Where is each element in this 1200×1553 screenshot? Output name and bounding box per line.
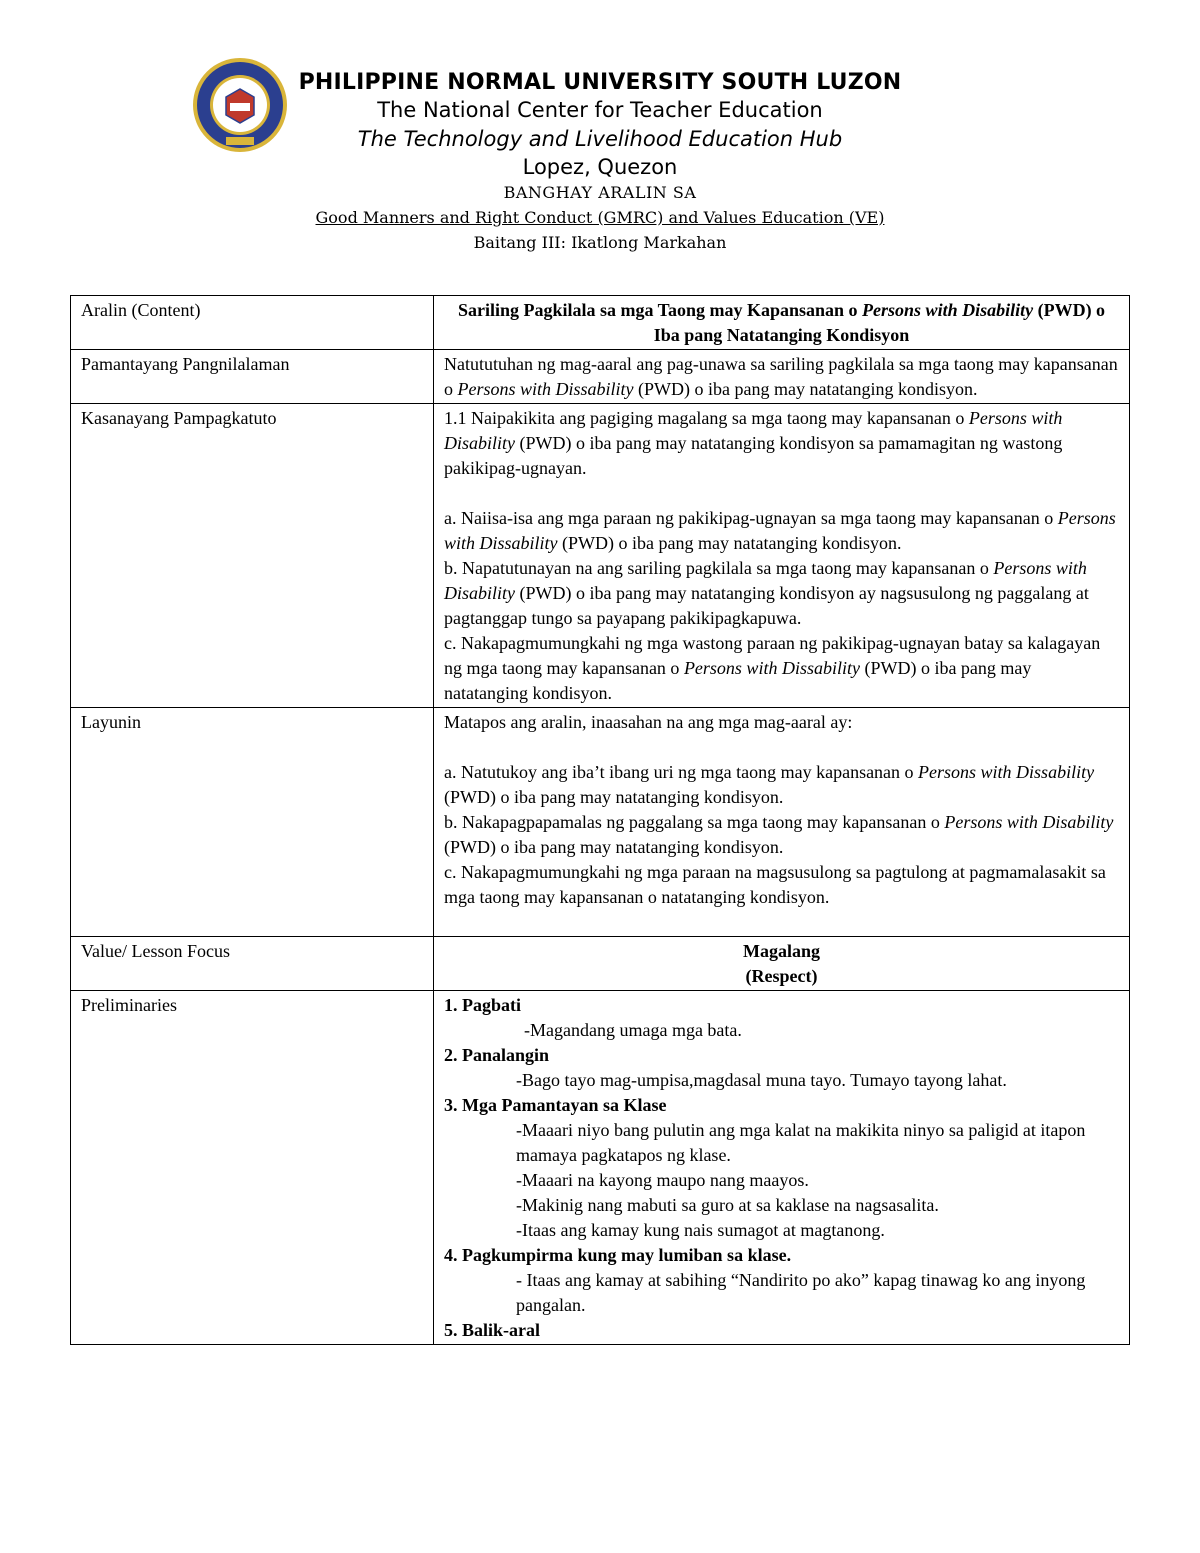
subject-title: Good Manners and Right Conduct (GMRC) and Values Education (VE) [315, 208, 885, 227]
hub-name: The Technology and Livelihood Education Hub [357, 127, 843, 151]
campus-location: Lopez, Quezon [522, 155, 678, 179]
table-row-kasanayan [71, 404, 1130, 708]
university-name: PHILIPPINE NORMAL UNIVERSITY SOUTH LUZON [298, 70, 902, 95]
center-name: The National Center for Teacher Education [377, 98, 823, 122]
value-focus: Magalang (Respect) [434, 937, 1130, 991]
row-label: Aralin (Content) [71, 296, 434, 350]
preliminaries-list: 1. Pagbati -Magandang umaga mga bata. 2. Panalangin -Bago tayo mag-umpisa,magdasal muna tayo. Tumayo tayong lahat. 3. Mga Pamantayan sa Klase -Maaari niyo bang pulutin ang mga kalat na makikita ninyo sa paligid at itapon mamaya pagkatapos ng klase. -Maaari na kayong maupo nang maayos. -Makinig nang mabuti sa guro at sa kaklase na nagsasalita. -Itaas ang kamay kung nais sumagot at magtanong. 4. Pagkumpirma kung may lumiban sa klase. - Itaas ang kamay at sabihing “Nandirito po ako” kapag tinawag ko ang inyong pangalan. 5. Balik-aral [434, 991, 1130, 1345]
learning-competencies: 1.1 Naipakikita ang pagiging magalang sa mga taong may kapansanan o Persons with Disability (PWD) o iba pang may natatanging kondisyon sa pamamagitan ng wastong pakikipag-ugnayan. a. Naiisa-isa ang mga paraan ng pakikipag-ugnayan sa mga taong may kapansanan o Persons with Dissability (PWD) o iba pang may natatanging kondisyon. b. Napatutunayan na ang sariling pagkilala sa mga taong may kapansanan o Persons with Disability (PWD) o iba pang may natatanging kondisyon ay nagsusulong ng paggalang at pagtanggap tungo sa payapang pakikipagkapuwa. c. Nakapagmumungkahi ng mga wastong paraan ng pakikipag-ugnayan batay sa kalagayan ng mga taong may kapansanan o Persons with Dissability (PWD) o iba pang may natatanging kondisyon. [434, 404, 1130, 708]
row-label: Pamantayang Pangnilalaman [71, 350, 434, 404]
row-label: Value/ Lesson Focus [71, 937, 434, 991]
table-row-value [71, 937, 1130, 991]
lesson-content-title: Sariling Pagkilala sa mga Taong may Kapansanan o Persons with Disability (PWD) o Iba pang Natatanging Kondisyon [434, 296, 1130, 350]
table-row-layunin [71, 708, 1130, 937]
row-label: Kasanayang Pampagkatuto [71, 404, 434, 708]
row-label: Layunin [71, 708, 434, 937]
plan-title: BANGHAY ARALIN SA [503, 183, 697, 202]
table-row-aralin [71, 296, 1130, 350]
content-standard: Natututuhan ng mag-aaral ang pag-unawa sa sariling pagkilala sa mga taong may kapansanan o Persons with Dissability (PWD) o iba pang may natatanging kondisyon. [434, 350, 1130, 404]
table-row-pamantayan [71, 350, 1130, 404]
table-row-preliminaries [71, 991, 1130, 1345]
row-label: Preliminaries [71, 991, 434, 1345]
objectives: Matapos ang aralin, inaasahan na ang mga mag-aaral ay: a. Natutukoy ang iba’t ibang uri ng mga taong may kapansanan o Persons with Dissability (PWD) o iba pang may natatanging kondisyon. b. Nakapagpapamalas ng paggalang sa mga taong may kapansanan o Persons with Disability (PWD) o iba pang may natatanging kondisyon. c. Nakapagmumungkahi ng mga paraan na magsusulong sa pagtulong at pagmamalasakit sa mga taong may kapansanan o natatanging kondisyon. [434, 708, 1130, 937]
lesson-plan-table [70, 295, 1130, 1345]
grade-quarter: Baitang III: Ikatlong Markahan [473, 233, 727, 252]
